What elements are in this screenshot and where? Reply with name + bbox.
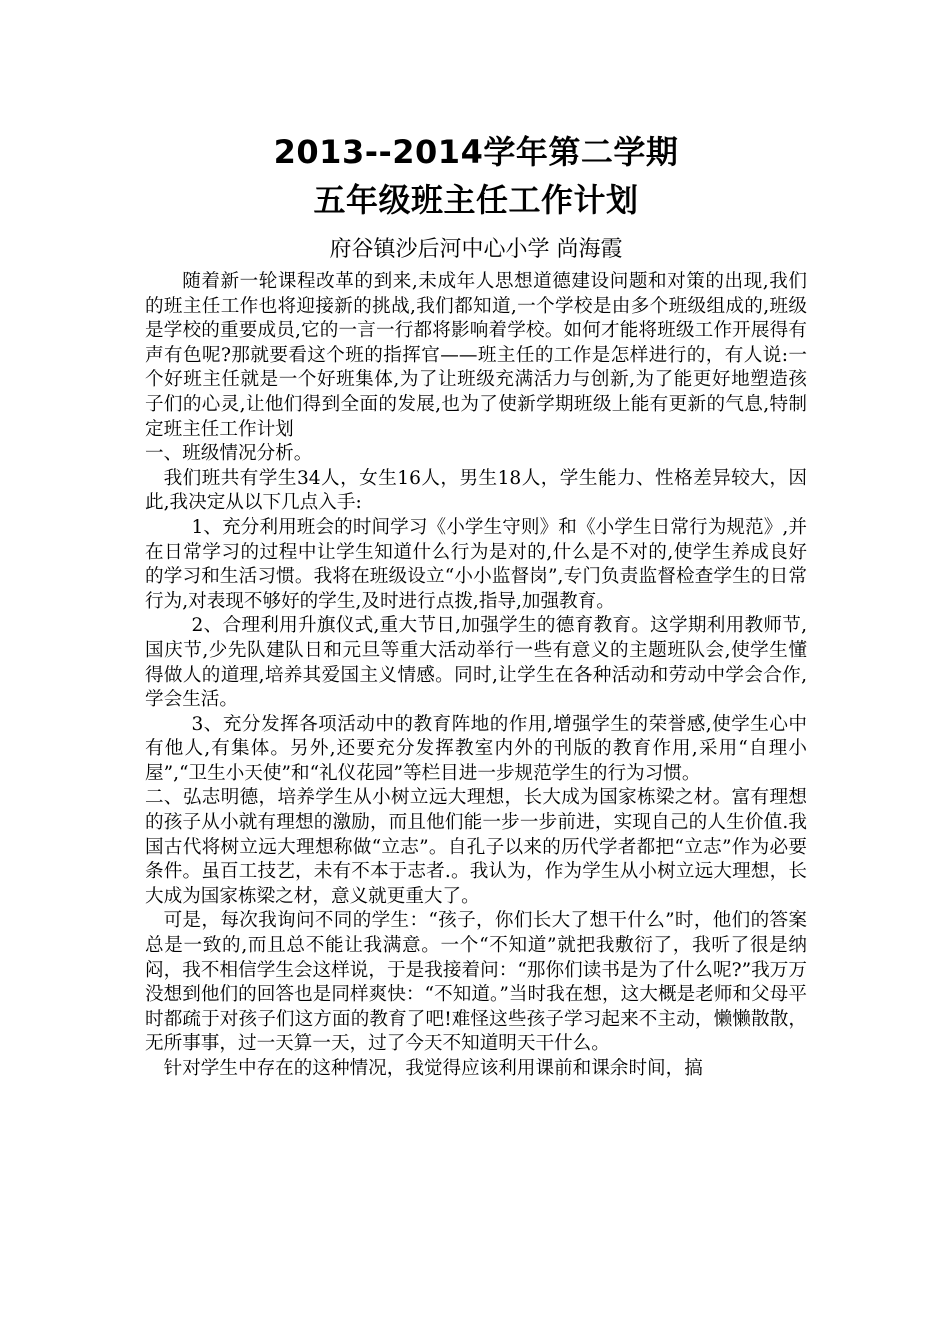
student-answers-paragraph: 可是，每次我询问不同的学生：“孩子，你们长大了想干什么”时，他们的答案总是一致的,而且总不能让我满意。一个“不知道”就把我敷衍了，我听了很是纳闷，我不相信学生会这样说，于是我接着问：“那你们读书是为了什么呢?”我万万没想到他们的回答也是同样爽快：“不知道。”当时我在想，这大概是老师和父母平时都疏于对孩子们这方面的教育了吧!难怪这些孩子学习起来不主动，懒懒散散，无所事事，过一天算一天，过了今天不知道明天干什么。 bbox=[145, 910, 807, 1055]
intro-paragraph: 随着新一轮课程改革的到来,未成年人思想道德建设问题和对策的出现,我们的班主任工作也将迎接新的挑战,我们都知道,一个学校是由多个班级组成的,班级是学校的重要成员,它的一言一行都将影响着学校。如何才能将班级工作开展得有声有色呢?那就要看这个班的指挥官——班主任的工作是怎样进行的，有人说:一个好班主任就是一个好班集体,为了让班级充满活力与创新,为了能更好地塑造孩子们的心灵,让他们得到全面的发展,也为了使新学期班级上能有更新的气息,特制定班主任工作计划 bbox=[145, 271, 807, 440]
point-3-paragraph: 3、充分发挥各项活动中的教育阵地的作用,增强学生的荣誉感,使学生心中有他人,有集体。另外,还要充分发挥教室内外的刊版的教育作用,采用“自理小屋”,“卫生小天使”和“礼仪花园”等栏目进一步规范学生的行为习惯。 bbox=[145, 713, 807, 784]
document-title-line1: 2013--2014学年第二学期 bbox=[273, 133, 679, 171]
author-line: 府谷镇沙后河中心小学 尚海霞 bbox=[329, 237, 623, 262]
document-page bbox=[145, 128, 807, 1082]
section-heading-1: 一、班级情况分析。 bbox=[145, 443, 313, 465]
point-1-paragraph: 1、充分利用班会的时间学习《小学生守则》和《小学生日常行为规范》,并在日常学习的过程中让学生知道什么行为是对的,什么是不对的,使学生养成良好的学习和生活习惯。我将在班级设立“小小监督岗”,专门负责监督检查学生的日常行为,对表现不够好的学生,及时进行点拨,指导,加强教育。 bbox=[145, 516, 807, 612]
section-heading-2-paragraph: 二、弘志明德，培养学生从小树立远大理想，长大成为国家栋梁之材。富有理想的孩子从小就有理想的激励，而且他们能一步一步前进，实现自己的人生价值.我国古代将树立远大理想称做“立志”。自孔子以来的历代学者都把“立志”作为必要条件。虽百工技艺，未有不本于志者.。我认为，作为学生从小树立远大理想，长大成为国家栋梁之材，意义就更重大了。 bbox=[145, 787, 807, 907]
closing-paragraph: 针对学生中存在的这种情况，我觉得应该利用课前和课余时间，搞 bbox=[163, 1058, 703, 1079]
class-analysis-paragraph: 我们班共有学生34人，女生16人，男生18人，学生能力、性格差异较大，因此,我决定从以下几点入手: bbox=[145, 467, 807, 514]
document-title-line2: 五年级班主任工作计划 bbox=[313, 181, 639, 219]
point-2-paragraph: 2、合理利用升旗仪式,重大节日,加强学生的德育教育。这学期利用教师节,国庆节,少先队建队日和元旦等重大活动举行一些有意义的主题班队会,使学生懂得做人的道理,培养其爱国主义情感。同时,让学生在各种活动和劳动中学会合作,学会生活。 bbox=[145, 615, 808, 711]
